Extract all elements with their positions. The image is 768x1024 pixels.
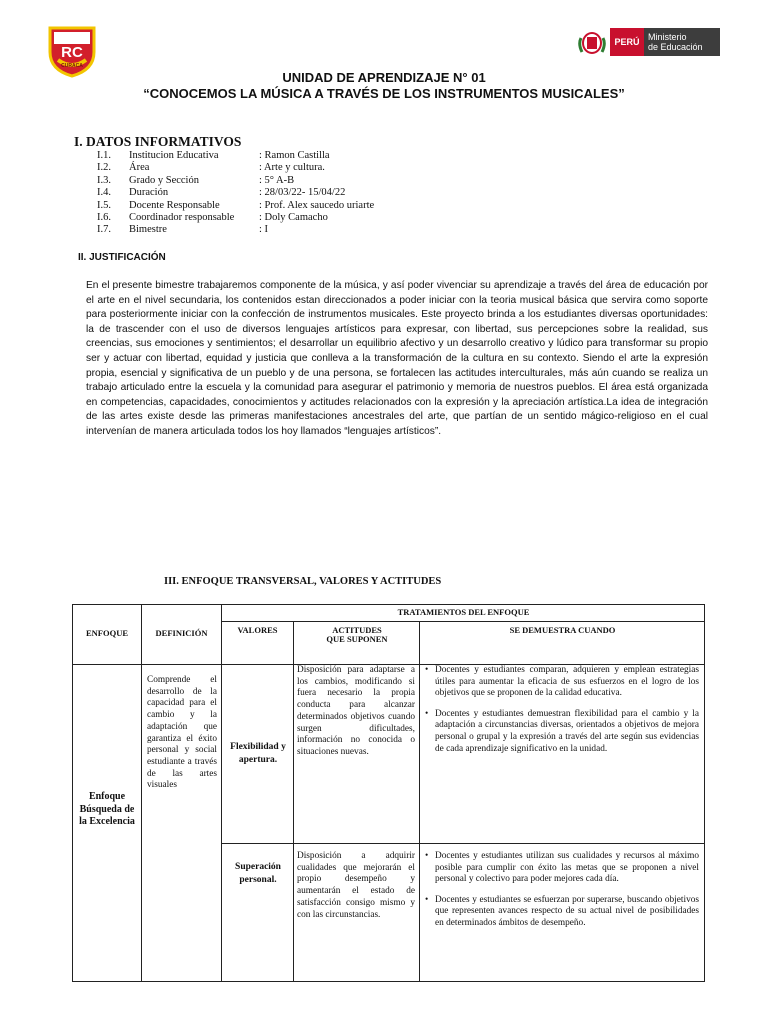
table-divider — [141, 605, 142, 982]
enfoque-table — [72, 604, 705, 982]
datos-row — [97, 187, 374, 199]
header-demuestra: SE DEMUESTRA CUANDO — [509, 625, 616, 635]
demuestra-list — [425, 851, 699, 939]
datos-label: Duración — [129, 187, 169, 199]
actitud-superacion: Disposición a adquirir cualidades que mejorarán el propio desempeño y aumentarán el estado de satisfacción consigo mismo y con las circunstancias. — [297, 851, 415, 920]
datos-row — [97, 150, 374, 162]
datos-row — [97, 212, 374, 224]
enfoque-name: Enfoque Búsqueda de la Excelencia — [79, 791, 135, 827]
table-divider — [221, 605, 222, 982]
section3-heading: III. ENFOQUE TRANSVERSAL, VALORES Y ACTITUDES — [164, 576, 442, 587]
ministry-name: Ministerio de Educación — [644, 28, 720, 56]
datos-row — [97, 200, 374, 212]
header-actitudes: ACTITUDES QUE SUPONEN — [326, 625, 388, 644]
header-tratamientos: TRATAMIENTOS DEL ENFOQUE — [397, 607, 530, 617]
unit-title: UNIDAD DE APRENDIZAJE N° 01 — [282, 70, 486, 85]
datos-list — [97, 150, 374, 237]
header-valores: VALORES — [237, 625, 278, 635]
list-item: • Docentes y estudiantes demuestran flexibilidad para el cambio y la adaptación a circunstancias diversas, orientados a objetivos de mejora personal o grupal y la expresión a través del arte según sus evidencias de cada aprendizaje significativo en la unidad. — [425, 709, 699, 755]
datos-num: I.7. — [97, 224, 111, 236]
actitud-flexibilidad: Disposición para adaptarse a los cambios, modificando si fuera necesario la propia conducta para alcanzar determinados objetivos cuando surgen dificultades, información no conocida o situaciones nuevas. — [297, 665, 415, 757]
section1-heading: I. DATOS INFORMATIVOS — [74, 134, 242, 149]
datos-value: : Ramon Castilla — [259, 150, 330, 161]
section2-heading: II. JUSTIFICACIÓN — [78, 252, 166, 263]
demuestra-list — [425, 665, 699, 764]
valor-superacion: Superación personal. — [235, 862, 281, 885]
datos-num: I.6. — [97, 212, 111, 224]
datos-value: : Doly Camacho — [259, 212, 328, 224]
datos-num: I.3. — [97, 174, 111, 186]
datos-label: Bimestre — [129, 224, 167, 236]
datos-row — [97, 162, 374, 174]
datos-value: : 5° A-B — [259, 174, 295, 186]
list-item: • Docentes y estudiantes utilizan sus cualidades y recursos al máximo posible para cumplir con éxito las metas que se proponen a nivel personal y colectivo para poder mejores cada día. — [425, 851, 699, 886]
datos-num: I.1. — [97, 150, 111, 161]
ministry-logo — [578, 28, 720, 56]
definicion-text: Comprende el desarrollo de la capacidad para el cambio y la adaptación que garantiza el éxito personal y social estudiante a través de las artes visuales — [147, 675, 217, 791]
list-item: • Docentes y estudiantes comparan, adquieren y emplean estrategias útiles para aumentar la eficacia de sus esfuerzos en el logro de los objetivos que se proponen de la calidad educativa. — [425, 665, 699, 700]
datos-label: Docente Responsable — [129, 199, 220, 211]
peru-coat-of-arms-icon — [578, 28, 606, 56]
school-logo-subtext: CURACA — [61, 63, 83, 69]
datos-num: I.4. — [97, 187, 111, 199]
valor-flexibilidad: Flexibilidad y apertura. — [230, 742, 286, 765]
datos-num: I.5. — [97, 199, 111, 211]
school-logo-text: RC — [61, 44, 83, 61]
datos-value: : I — [259, 224, 269, 236]
datos-label: Coordinador responsable — [129, 212, 235, 224]
datos-value: : 28/03/22- 15/04/22 — [259, 187, 346, 199]
table-divider — [419, 621, 420, 982]
datos-label: Grado y Sección — [129, 174, 199, 186]
datos-num: I.2. — [97, 162, 111, 174]
list-item: • Docentes y estudiantes se esfuerzan por superarse, buscando objetivos que representen avances respecto de su actual nivel de posibilidades en determinados ámbitos de desempeño. — [425, 895, 699, 930]
datos-label: Institucion Educativa — [129, 150, 219, 161]
ministry-country: PERÚ — [610, 28, 644, 56]
datos-value: : Prof. Alex saucedo uriarte — [259, 199, 375, 211]
header-enfoque: ENFOQUE — [85, 628, 129, 638]
datos-row — [97, 175, 374, 187]
unit-name: “CONOCEMOS LA MÚSICA A TRAVÉS DE LOS INSTRUMENTOS MUSICALES” — [143, 86, 625, 101]
header-definicion: DEFINICIÓN — [155, 628, 208, 638]
datos-label: Área — [129, 162, 150, 174]
datos-row — [97, 224, 374, 236]
justification-text: En el presente bimestre trabajaremos componente de la música, y así poder vivenciar su aprendizaje a través del área de educación por el arte en el nivel secundaria, los contenidos estan direccionados a poder iniciar con la teoria musical básica que servira como soporte para posteriormente iniciar con la confección de instrumentos musicales. Este proyecto brinda a los estudiantes diversas oportunidades: la de trascender con el uso de diversos lenguajes artísticos para expresar, con libertad, sus percepciones sobre la realidad, sus creencias, sus emociones y sentimientos; el desarrollar un equilibrio afectivo y un desarrollo creativo y lúdico para transformar su propio ser y actuar con libertad, equidad y justicia que conlleva a la transformación de la cultura en su contexto. Siendo el arte la expresión propia, esencial y significativa de un pueblo y de una persona, se fortalecen las actitudes interculturales, más aún cuando se realiza un trabajo articulado entre la escuela y la comunidad para asegurar el patrimonio y memoria de nuestros pueblos. El área está organizada en competencias, capacidades, conocimientos y actitudes relacionados con la expresión y la apreciación artística.La idea de integración de las artes existe desde las primeras manifestaciones ancestrales del arte, que partían de un sentido mágico-religioso en el cual intervenían de manera articulada todos los hoy llamados “lenguajes artísticos”. — [86, 280, 708, 437]
table-divider — [293, 621, 294, 982]
datos-value: : Arte y cultura. — [259, 162, 325, 174]
table-divider — [221, 843, 705, 844]
